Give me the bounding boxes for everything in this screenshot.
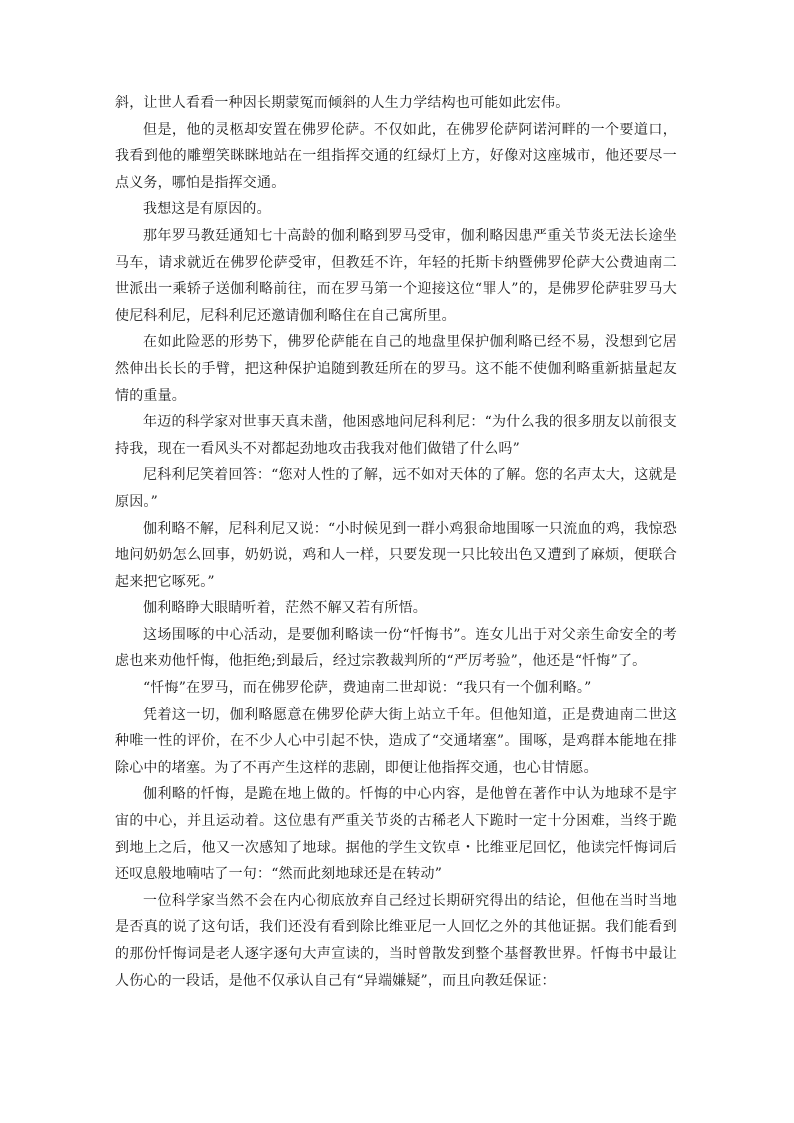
paragraph-2: 但是，他的灵柩却安置在佛罗伦萨。不仅如此，在佛罗伦萨阿诺河畔的一个要道口，我看到他的雕塑笑眯眯地站在一组指挥交通的红绿灯上方，好像对这座城市，他还要尽一点义务，哪怕是指挥交通。 bbox=[115, 121, 677, 191]
paragraph-6: 年迈的科学家对世事天真未凿，他困惑地问尼科利尼：“为什么我的很多朋友以前很支持我，现在一看风头不对都起劲地攻击我我对他们做错了什么吗” bbox=[115, 414, 677, 457]
paragraph-10: 这场围啄的中心活动，是要伽利略读一份“忏悔书”。连女儿出于对父亲生命安全的考虑也来劝他忏悔，他拒绝;到最后，经过宗教裁判所的“严厉考验”，他还是“忏悔”了。 bbox=[115, 626, 677, 670]
paragraph-11: “忏悔”在罗马，而在佛罗伦萨，费迪南二世却说：“我只有一个伽利略。” bbox=[143, 680, 592, 697]
paragraph-13: 伽利略的忏悔，是跪在地上做的。忏悔的中心内容，是他曾在著作中认为地球不是宇宙的中心，并且运动着。这位患有严重关节炎的古稀老人下跪时一定十分困难，当终于跪到地上之后，他又一次感知了地球。据他的学生文钦卓・比维亚尼回忆，他读完忏悔词后还叹息般地喃咕了一句：“然而此刻地球还是在转动” bbox=[115, 786, 677, 883]
document-body bbox=[115, 90, 677, 994]
paragraph-9: 伽利略睁大眼睛听着，茫然不解又若有所悟。 bbox=[143, 600, 427, 617]
paragraph-3: 我想这是有原因的。 bbox=[143, 201, 271, 218]
paragraph-8: 伽利略不解，尼科利尼又说：“小时候见到一群小鸡狠命地围啄一只流血的鸡，我惊恐地问奶奶怎么回事，奶奶说，鸡和人一样，只要发现一只比较出色又遭到了麻烦，便联合起来把它啄死。” bbox=[115, 520, 677, 590]
paragraph-7: 尼科利尼笑着回答：“您对人性的了解，远不如对天体的了解。您的名声太大，这就是原因。” bbox=[115, 467, 677, 510]
paragraph-4: 那年罗马教廷通知七十高龄的伽利略到罗马受审，伽利略因患严重关节炎无法长途坐马车，请求就近在佛罗伦萨受审，但教廷不许，年轻的托斯卡纳暨佛罗伦萨大公费迪南二世派出一乘轿子送伽利略前往，而在罗马第一个迎接这位“罪人”的，是佛罗伦萨驻罗马大使尼科利尼，尼科利尼还邀请伽利略住在自己寓所里。 bbox=[115, 227, 677, 324]
paragraph-5: 在如此险恶的形势下，佛罗伦萨能在自己的地盘里保护伽利略已经不易，没想到它居然伸出长长的手臂，把这种保护追随到教廷所在的罗马。这不能不使伽利略重新掂量起友情的重量。 bbox=[115, 334, 677, 404]
paragraph-1: 斜，让世人看看一种因长期蒙冤而倾斜的人生力学结构也可能如此宏伟。 bbox=[115, 95, 570, 111]
paragraph-12: 凭着这一切，伽利略愿意在佛罗伦萨大街上站立千年。但他知道，正是费迪南二世这种唯一性的评价，在不少人心中引起不快，造成了“交通堵塞”。围啄，是鸡群本能地在排除心中的堵塞。为了不再产生这样的悲剧，即便让他指挥交通，也心甘情愿。 bbox=[115, 706, 677, 776]
paragraph-14: 一位科学家当然不会在内心彻底放弃自己经过长期研究得出的结论，但他在当时当地是否真的说了这句话，我们还没有看到除比维亚尼一人回忆之外的其他证据。我们能看到的那份忏悔词是老人逐字逐句大声宣读的，当时曾散发到整个基督教世界。忏悔书中最让人伤心的一段话，是他不仅承认自己有“异端嫌疑”，而且向教廷保证： bbox=[115, 892, 677, 989]
